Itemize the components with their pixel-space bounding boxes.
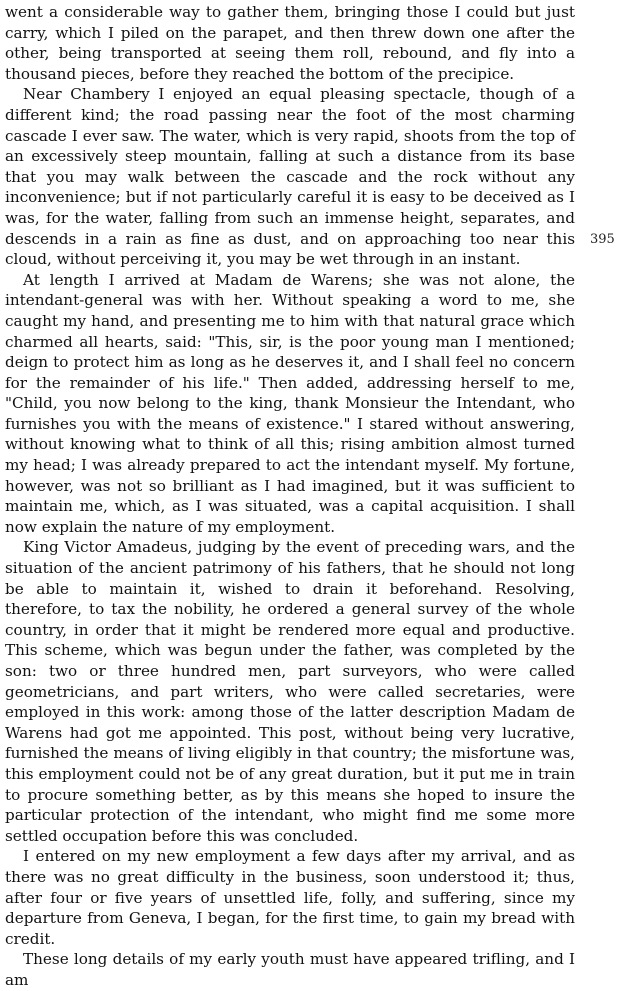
paragraph-madam-de-warens: At length I arrived at Madam de Warens; she was not alone, the intendant-general was with her. Without speaking a word to me, she caught my hand, and presenting me to him with that natural grace which charmed all hearts, said: "This, sir, is the poor young man I mentioned; deign to protect him as long as he deserves it, and I shall feel no concern for the remainder of his life." Then added, addressing herself to me, "Child, you now belong to the king, thank Monsieur the Intendant, who furnishes you with the means of existence." I stared without answering, without knowing what to think of all this; rising ambition almost turned my head; I was already prepared to act the intendant myself. My fortune, however, was not so brilliant as I had imagined, but it was sufficient to maintain me, which, as I was situated, was a capital acquisition. I shall now explain the nature of my employment. — [5, 270, 575, 536]
paragraph-new-employment: I entered on my new employment a few days after my arrival, and as there was no great difficulty in the business, soon understood it; thus, after four or five years of unsettled life, folly, and suffering, since my departure from Geneva, I began, for the first time, to gain my bread with credit. — [5, 847, 575, 948]
paragraph-continuation: went a considerable way to gather them, bringing those I could but just carry, which I piled on the parapet, and then threw down one after the other, being transported at seeing them roll, rebound, and fly into a thousand pieces, before they reached the bottom of the precipice. — [5, 3, 575, 83]
page-number: 395 — [590, 232, 615, 247]
paragraph-long-details: These long details of my early youth must have appeared trifling, and I am — [5, 950, 575, 989]
book-page-text — [5, 2, 575, 991]
paragraph-chambery-cascade: Near Chambery I enjoyed an equal pleasing spectacle, though of a different kind; the road passing near the foot of the most charming cascade I ever saw. The water, which is very rapid, shoots from the top of an excessively steep mountain, falling at such a distance from its base that you may walk between the cascade and the rock without any inconvenience; but if not particularly careful it is easy to be deceived as I was, for the water, falling from such an immense height, separates, and descends in a rain as fine as dust, and on approaching too near this cloud, without perceiving it, you may be wet through in an instant. — [5, 85, 575, 269]
paragraph-victor-amadeus: King Victor Amadeus, judging by the event of preceding wars, and the situation of the ancient patrimony of his fathers, that he should not long be able to maintain it, wished to drain it beforehand. Resolving, therefore, to tax the nobility, he ordered a general survey of the whole country, in order that it might be rendered more equal and productive. This scheme, which was begun under the father, was completed by the son: two or three hundred men, part surveyors, who were called geometricians, and part writers, who were called secretaries, were employed in this work: among those of the latter description Madam de Warens had got me appointed. This post, without being very lucrative, furnished the means of living eligibly in that country; the misfortune was, this employment could not be of any great duration, but it put me in train to procure something better, as by this means she hoped to insure the particular protection of the intendant, who might find me some more settled occupation before this was concluded. — [5, 538, 575, 845]
